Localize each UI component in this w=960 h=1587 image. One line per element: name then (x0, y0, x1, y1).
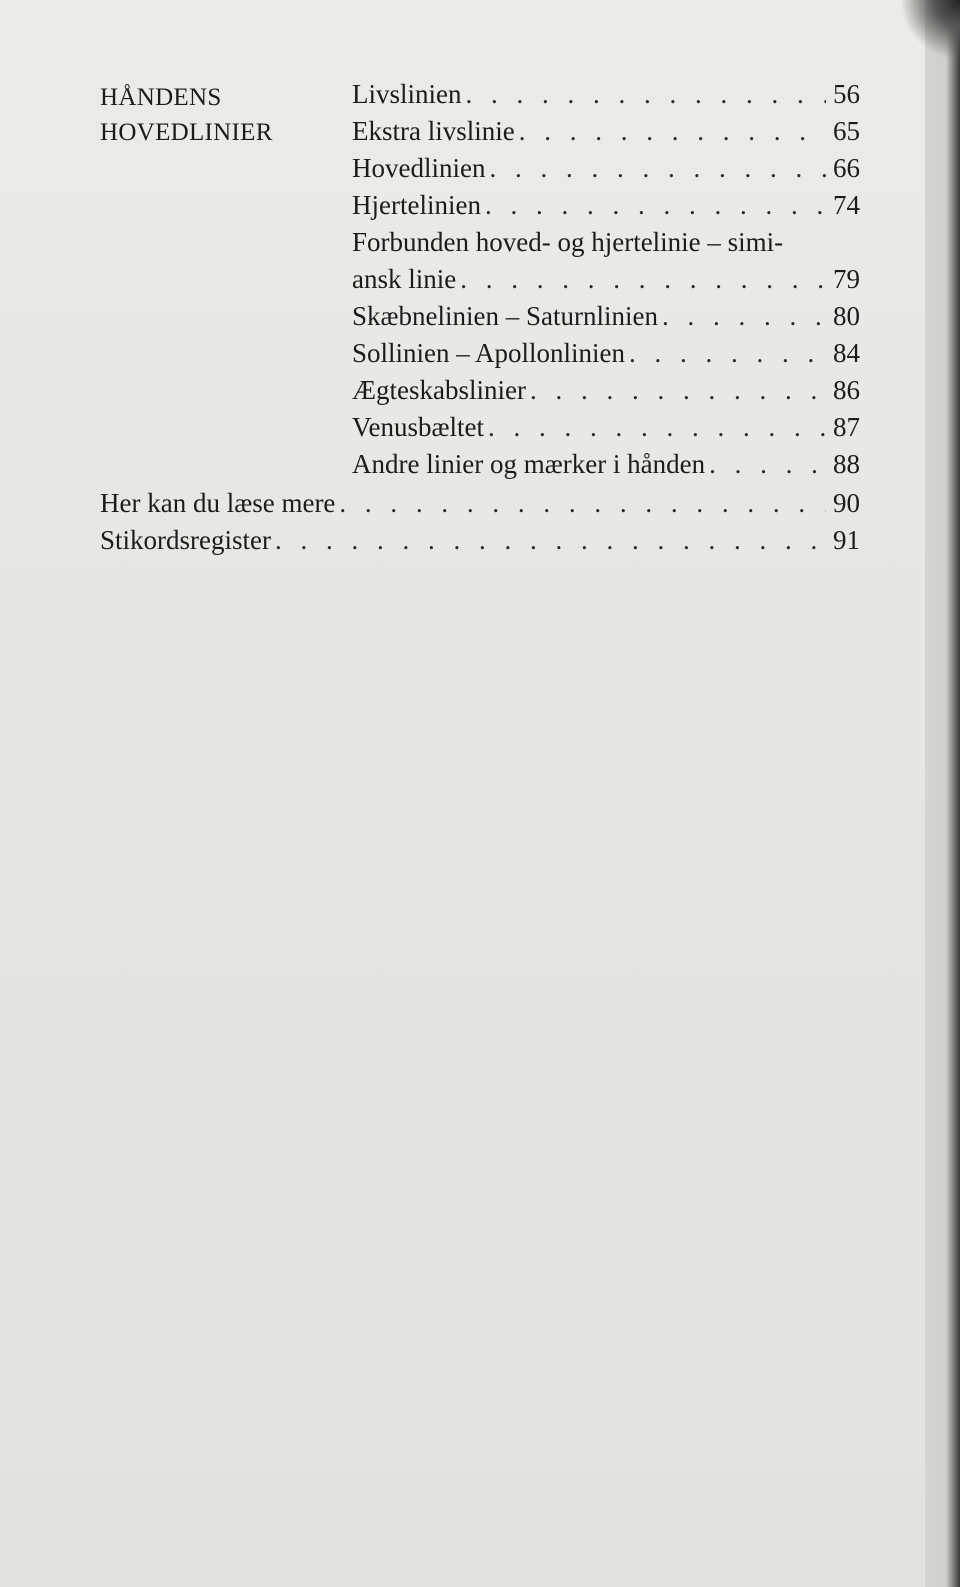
toc-entry-page: 87 (833, 412, 860, 442)
toc-entry-page: 88 (833, 449, 860, 479)
toc-entry-title: Her kan du læse mere (100, 488, 336, 518)
dot-leader (485, 187, 826, 223)
toc-entry-title: ansk linie (352, 264, 457, 294)
toc-entry-page: 80 (833, 301, 860, 331)
toc-entry-title: Livslinien (352, 79, 462, 109)
dot-leader (709, 446, 826, 482)
toc-entry-forbunden-line1[interactable] (352, 224, 860, 260)
toc-entry-page: 65 (833, 116, 860, 146)
toc-entry-skaebnelinien[interactable] (352, 298, 860, 334)
toc-entry-title: Forbunden hoved- og hjertelinie – simi- (352, 227, 784, 257)
toc-entry-title: Ægteskabslinier (352, 375, 526, 405)
dot-leader (275, 522, 826, 558)
dot-leader (519, 113, 826, 149)
toc-entry-page: 90 (833, 488, 860, 518)
toc-entry-page: 66 (833, 153, 860, 183)
dot-leader (662, 298, 826, 334)
dot-leader (629, 335, 826, 371)
table-of-contents (0, 0, 960, 600)
toc-entry-ekstra-livslinie[interactable] (352, 113, 860, 149)
toc-entry-title: Sollinien – Apollonlinien (352, 338, 626, 368)
toc-entry-title: Ekstra livslinie (352, 116, 515, 146)
toc-entry-title: Venusbæltet (352, 412, 484, 442)
toc-entry-page: 86 (833, 375, 860, 405)
toc-entry-andre-linier[interactable] (352, 446, 860, 482)
toc-entry-stikordsregister[interactable] (100, 522, 860, 558)
toc-entry-livslinien[interactable] (352, 76, 860, 112)
toc-entry-title: Andre linier og mærker i hånden (352, 449, 706, 479)
toc-entry-title: Stikordsregister (100, 525, 271, 555)
toc-entry-page: 79 (833, 264, 860, 294)
dot-leader (488, 409, 826, 445)
section-heading-line1: HÅNDENS (100, 84, 222, 111)
toc-entry-title: Hjertelinien (352, 190, 481, 220)
toc-entry-sollinien[interactable] (352, 335, 860, 371)
dot-leader (466, 76, 827, 112)
dot-leader (460, 261, 826, 297)
section-heading-line2: HOVEDLINIER (100, 119, 273, 146)
toc-entry-venusbaeltet[interactable] (352, 409, 860, 445)
toc-entry-page: 56 (833, 79, 860, 109)
toc-entry-hovedlinien[interactable] (352, 150, 860, 186)
toc-entry-forbunden[interactable] (352, 261, 860, 297)
dot-leader (339, 485, 826, 521)
toc-entry-page: 74 (833, 190, 860, 220)
toc-entry-title: Skæbnelinien – Saturnlinien (352, 301, 658, 331)
toc-entry-page: 84 (833, 338, 860, 368)
toc-entry-page: 91 (833, 525, 860, 555)
dot-leader (530, 372, 826, 408)
dot-leader (489, 150, 826, 186)
toc-entry-her-kan-du-laese-mere[interactable] (100, 485, 860, 521)
toc-entry-title: Hovedlinien (352, 153, 486, 183)
toc-entry-aegteskabslinier[interactable] (352, 372, 860, 408)
toc-entry-hjertelinien[interactable] (352, 187, 860, 223)
